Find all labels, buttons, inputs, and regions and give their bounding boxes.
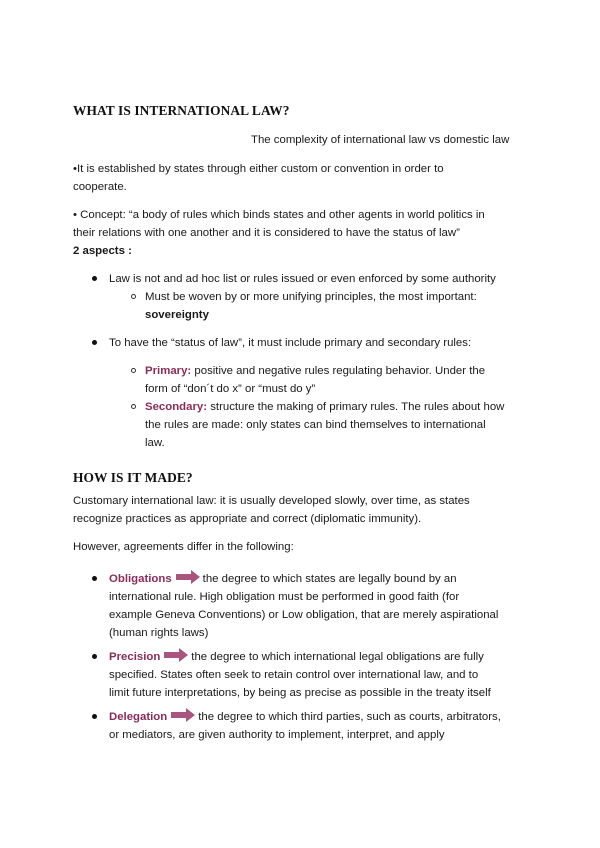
paragraph-line: recognize practices as appropriate and correct (diplomatic immunity). — [73, 513, 422, 525]
delegation-line: or mediators, are given authority to implement, interpret, and apply — [109, 729, 445, 741]
precision-label: Precision — [109, 651, 161, 663]
hollow-circle-icon — [131, 368, 136, 373]
secondary-rule-line — [145, 398, 504, 416]
obligations-line: (human rights laws) — [109, 627, 209, 639]
subtitle: The complexity of international law vs domestic law — [251, 134, 510, 146]
obligations-line — [109, 570, 457, 588]
paragraph-line: their relations with one another and it is considered to have the status of law” — [73, 227, 460, 239]
paragraph-line: Customary international law: it is usually developed slowly, over time, as states — [73, 495, 470, 507]
sub-bullet-text-bold: sovereignty — [145, 309, 209, 321]
primary-rule-line — [145, 362, 485, 380]
secondary-text: structure the making of primary rules. The rules about how — [207, 401, 505, 413]
obligations-line: international rule. High obligation must be performed in good faith (for — [109, 591, 460, 603]
obligations-label: Obligations — [109, 573, 172, 585]
delegation-label: Delegation — [109, 711, 168, 723]
paragraph-line: •It is established by states through either custom or convention in order to — [73, 163, 444, 175]
precision-text: the degree to which international legal obligations are fully — [191, 651, 484, 663]
primary-rule-line: form of “don´t do x” or “must do y” — [145, 383, 316, 395]
primary-label: Primary: — [145, 365, 192, 377]
right-arrow-icon — [176, 570, 200, 584]
section-heading-how-made: HOW IS IT MADE? — [73, 470, 193, 485]
bullet-dot-icon — [92, 654, 97, 659]
secondary-rule-line: the rules are made: only states can bind themselves to international — [145, 419, 486, 431]
bullet-dot-icon — [92, 576, 97, 581]
delegation-line — [109, 708, 501, 726]
obligations-text: the degree to which states are legally bound by an — [202, 573, 457, 585]
precision-line — [109, 648, 484, 666]
aspects-label: 2 aspects : — [73, 245, 132, 257]
precision-line: limit future interpretations, by being as precise as possible in the treaty itself — [109, 687, 491, 699]
obligations-line: example Geneva Conventions) or Low obligation, that are merely aspirational — [109, 609, 499, 621]
bullet-text: To have the “status of law”, it must include primary and secondary rules: — [109, 337, 472, 349]
hollow-circle-icon — [131, 294, 136, 299]
precision-line: specified. States often seek to retain control over international law, and to — [109, 669, 479, 681]
right-arrow-icon — [171, 708, 195, 722]
paragraph-line: However, agreements differ in the following: — [73, 541, 294, 553]
hollow-circle-icon — [131, 404, 136, 409]
secondary-rule-line: law. — [145, 437, 165, 449]
paragraph-line: • Concept: “a body of rules which binds states and other agents in world politics in — [73, 209, 485, 221]
section-heading-international-law: WHAT IS INTERNATIONAL LAW? — [73, 103, 290, 118]
delegation-text: the degree to which third parties, such as courts, arbitrators, — [198, 711, 501, 723]
bullet-dot-icon — [92, 714, 97, 719]
bullet-text: Law is not and ad hoc list or rules issued or even enforced by some authority — [109, 273, 496, 285]
sub-bullet-text: Must be woven by or more unifying principles, the most important: — [145, 291, 477, 303]
right-arrow-icon — [164, 648, 188, 662]
bullet-dot-icon — [92, 340, 97, 345]
secondary-label: Secondary: — [145, 401, 208, 413]
paragraph-line: cooperate. — [73, 181, 127, 193]
bullet-dot-icon — [92, 276, 97, 281]
primary-text: positive and negative rules regulating behavior. Under the — [191, 365, 486, 377]
